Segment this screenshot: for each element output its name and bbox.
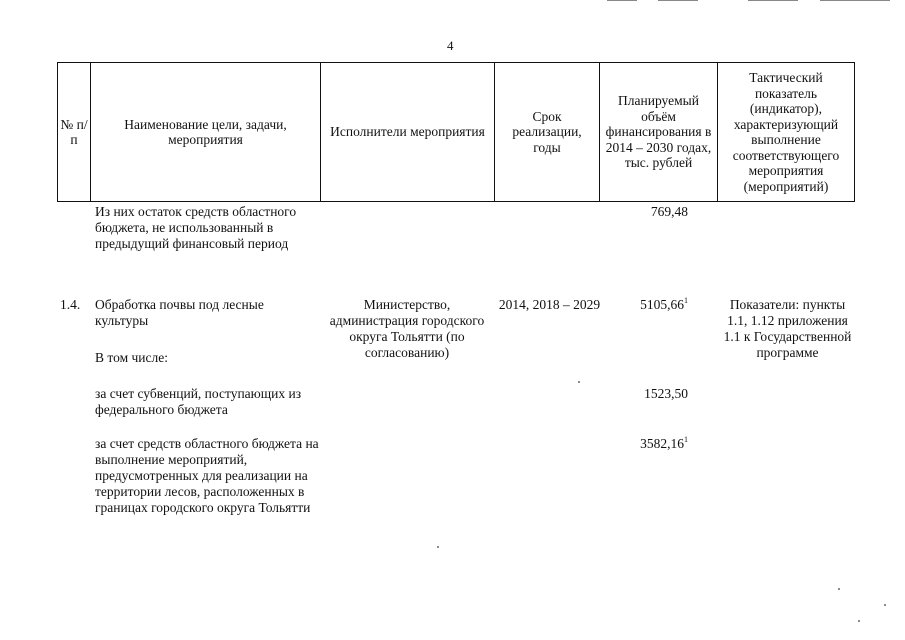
header-num: № п/п [58,63,91,202]
including-label: В том числе: [95,350,168,365]
scan-speck [437,546,439,548]
scan-mark [658,0,698,1]
federal-name: за счет субвенций, поступающих из федерального бюджета [95,386,302,417]
footnote-mark: 1 [684,435,688,444]
footnote-mark: 1 [684,296,688,305]
table-header [57,62,855,202]
item-name: Обработка почвы под лесные культуры [95,297,264,328]
item-financing [600,297,688,313]
item-number: 1.4. [60,297,81,312]
item-executors: Министерство, администрация городского округа Тольятти (по согласованию) [329,297,485,360]
scan-speck [884,604,886,606]
scan-speck [858,620,860,622]
header-executors: Исполнители мероприятия [321,63,495,202]
header-indicator: Тактический показатель (индикатор), характеризующий выполнение соответствующего мероприятия (мероприятий) [718,63,855,202]
federal-financing: 1523,50 [644,386,688,401]
scan-mark [607,0,637,1]
scan-speck [578,381,580,383]
regional-financing-value: 3582,16 [640,436,684,451]
item-term: 2014, 2018 – 2029 [498,297,601,312]
remainder-financing: 769,48 [650,204,688,219]
header-term: Срок реализации, годы [495,63,600,202]
page-number: 4 [447,38,454,53]
item-indicator: Показатели: пункты 1.1, 1.12 приложения 1.1 к Государственной программе [723,297,852,360]
item-financing-value: 5105,66 [640,297,684,312]
scan-mark [820,0,890,1]
remainder-name: Из них остаток средств областного бюджета, не использованный в предыдущий финансовый период [95,204,297,251]
header-name: Наименование цели, задачи, мероприятия [91,63,321,202]
header-financing: Планируемый объём финансирования в 2014 – 2030 годах, тыс. рублей [600,63,718,202]
regional-financing [600,436,688,452]
scan-mark [748,0,798,1]
scan-speck [838,588,840,590]
regional-name: за счет средств областного бюджета на выполнение мероприятий, предусмотренных для реализации на территории лесов, расположенных в границах городского округа Тольятти [95,436,319,515]
